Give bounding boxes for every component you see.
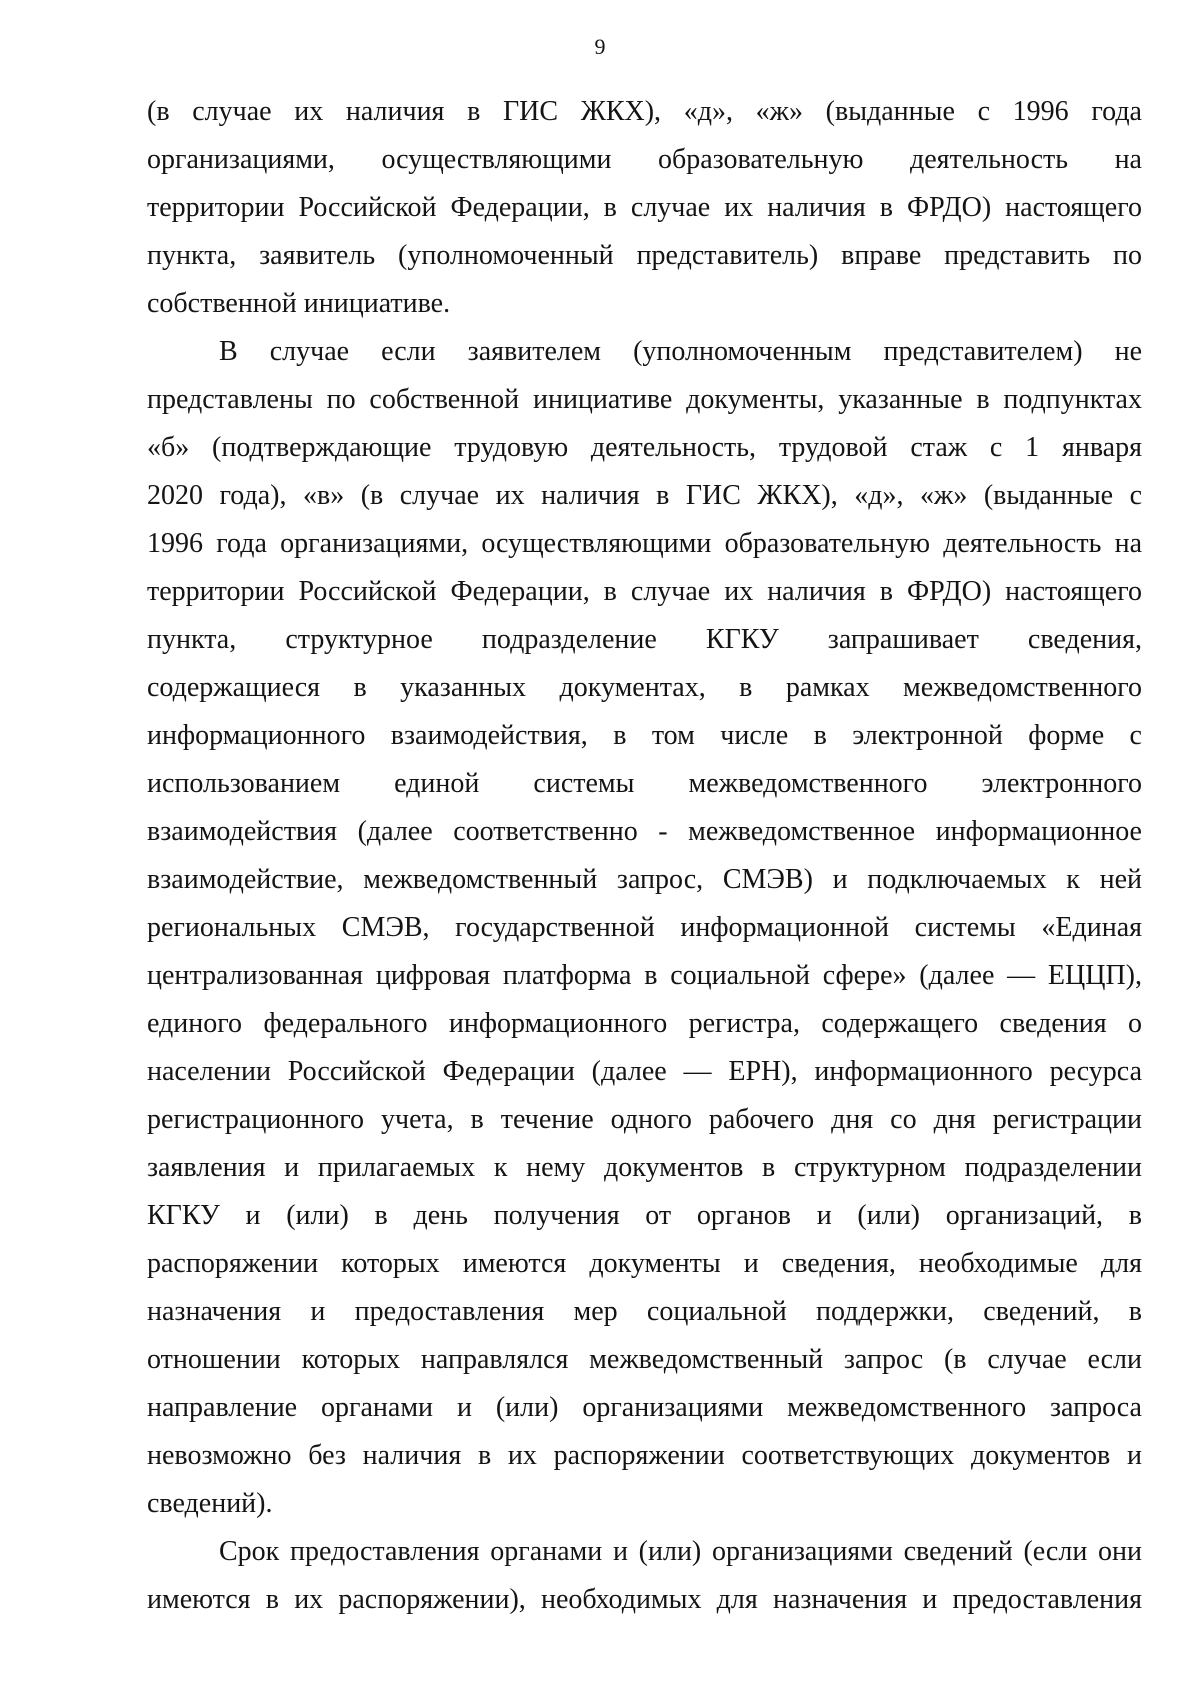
text-line: В случае если заявителем (уполномоченным представителем) не	[219, 336, 1142, 367]
text-line: регистрационного учета, в течение одного рабочего дня со дня регистрации	[147, 1104, 1142, 1135]
paragraph-interagency-request	[147, 328, 1142, 1528]
text-line: взаимодействие, межведомственный запрос, СМЭВ) и подключаемых к ней	[147, 864, 1142, 895]
text-line: Срок предоставления органами и (или) организациями сведений (если они	[219, 1536, 1142, 1567]
text-line: собственной инициативе.	[147, 288, 451, 319]
text-line: территории Российской Федерации, в случае их наличия в ФРДО) настоящего	[147, 192, 1142, 223]
text-line: информационного взаимодействия, в том числе в электронной форме с	[147, 720, 1142, 751]
text-line: (в случае их наличия в ГИС ЖКХ), «д», «ж» (выданные с 1996 года	[147, 96, 1142, 127]
text-line: КГКУ и (или) в день получения от органов и (или) организаций, в	[147, 1200, 1142, 1231]
text-line: 1996 года организациями, осуществляющими образовательную деятельность на	[147, 528, 1142, 559]
text-line: «б» (подтверждающие трудовую деятельность, трудовой стаж с 1 января	[147, 432, 1142, 463]
text-line: единого федерального информационного регистра, содержащего сведения о	[147, 1008, 1142, 1039]
text-line: 2020 года), «в» (в случае их наличия в ГИС ЖКХ), «д», «ж» (выданные с	[147, 480, 1142, 511]
text-line: имеются в их распоряжении), необходимых для назначения и предоставления	[147, 1584, 1142, 1615]
text-line: организациями, осуществляющими образовательную деятельность на	[147, 144, 1142, 175]
text-line: пункта, структурное подразделение КГКУ запрашивает сведения,	[147, 624, 1142, 655]
text-line: сведений).	[147, 1488, 273, 1519]
text-line: пункта, заявитель (уполномоченный представитель) вправе представить по	[147, 240, 1142, 271]
text-line: взаимодействия (далее соответственно - межведомственное информационное	[147, 816, 1142, 847]
text-line: представлены по собственной инициативе документы, указанные в подпунктах	[147, 384, 1142, 415]
paragraph-response-deadline	[147, 1528, 1142, 1624]
text-line: невозможно без наличия в их распоряжении соответствующих документов и	[147, 1440, 1142, 1471]
text-line: содержащиеся в указанных документах, в рамках межведомственного	[147, 672, 1142, 703]
text-line: заявления и прилагаемых к нему документов в структурном подразделении	[147, 1152, 1142, 1183]
text-line: населении Российской Федерации (далее — ЕРН), информационного ресурса	[147, 1056, 1142, 1087]
page-number: 9	[594, 34, 606, 59]
text-line: направление органами и (или) организациями межведомственного запроса	[147, 1392, 1142, 1423]
text-line: назначения и предоставления мер социальной поддержки, сведений, в	[147, 1296, 1142, 1327]
text-line: использованием единой системы межведомственного электронного	[147, 768, 1142, 799]
text-line: региональных СМЭВ, государственной информационной системы «Единая	[147, 912, 1142, 943]
paragraph-continuation	[147, 88, 1142, 328]
text-line: централизованная цифровая платформа в социальной сфере» (далее — ЕЦЦП),	[147, 960, 1142, 991]
text-line: территории Российской Федерации, в случае их наличия в ФРДО) настоящего	[147, 576, 1142, 607]
text-line: отношении которых направлялся межведомственный запрос (в случае если	[147, 1344, 1142, 1375]
text-line: распоряжении которых имеются документы и сведения, необходимые для	[147, 1248, 1142, 1279]
document-body	[147, 88, 1142, 1624]
